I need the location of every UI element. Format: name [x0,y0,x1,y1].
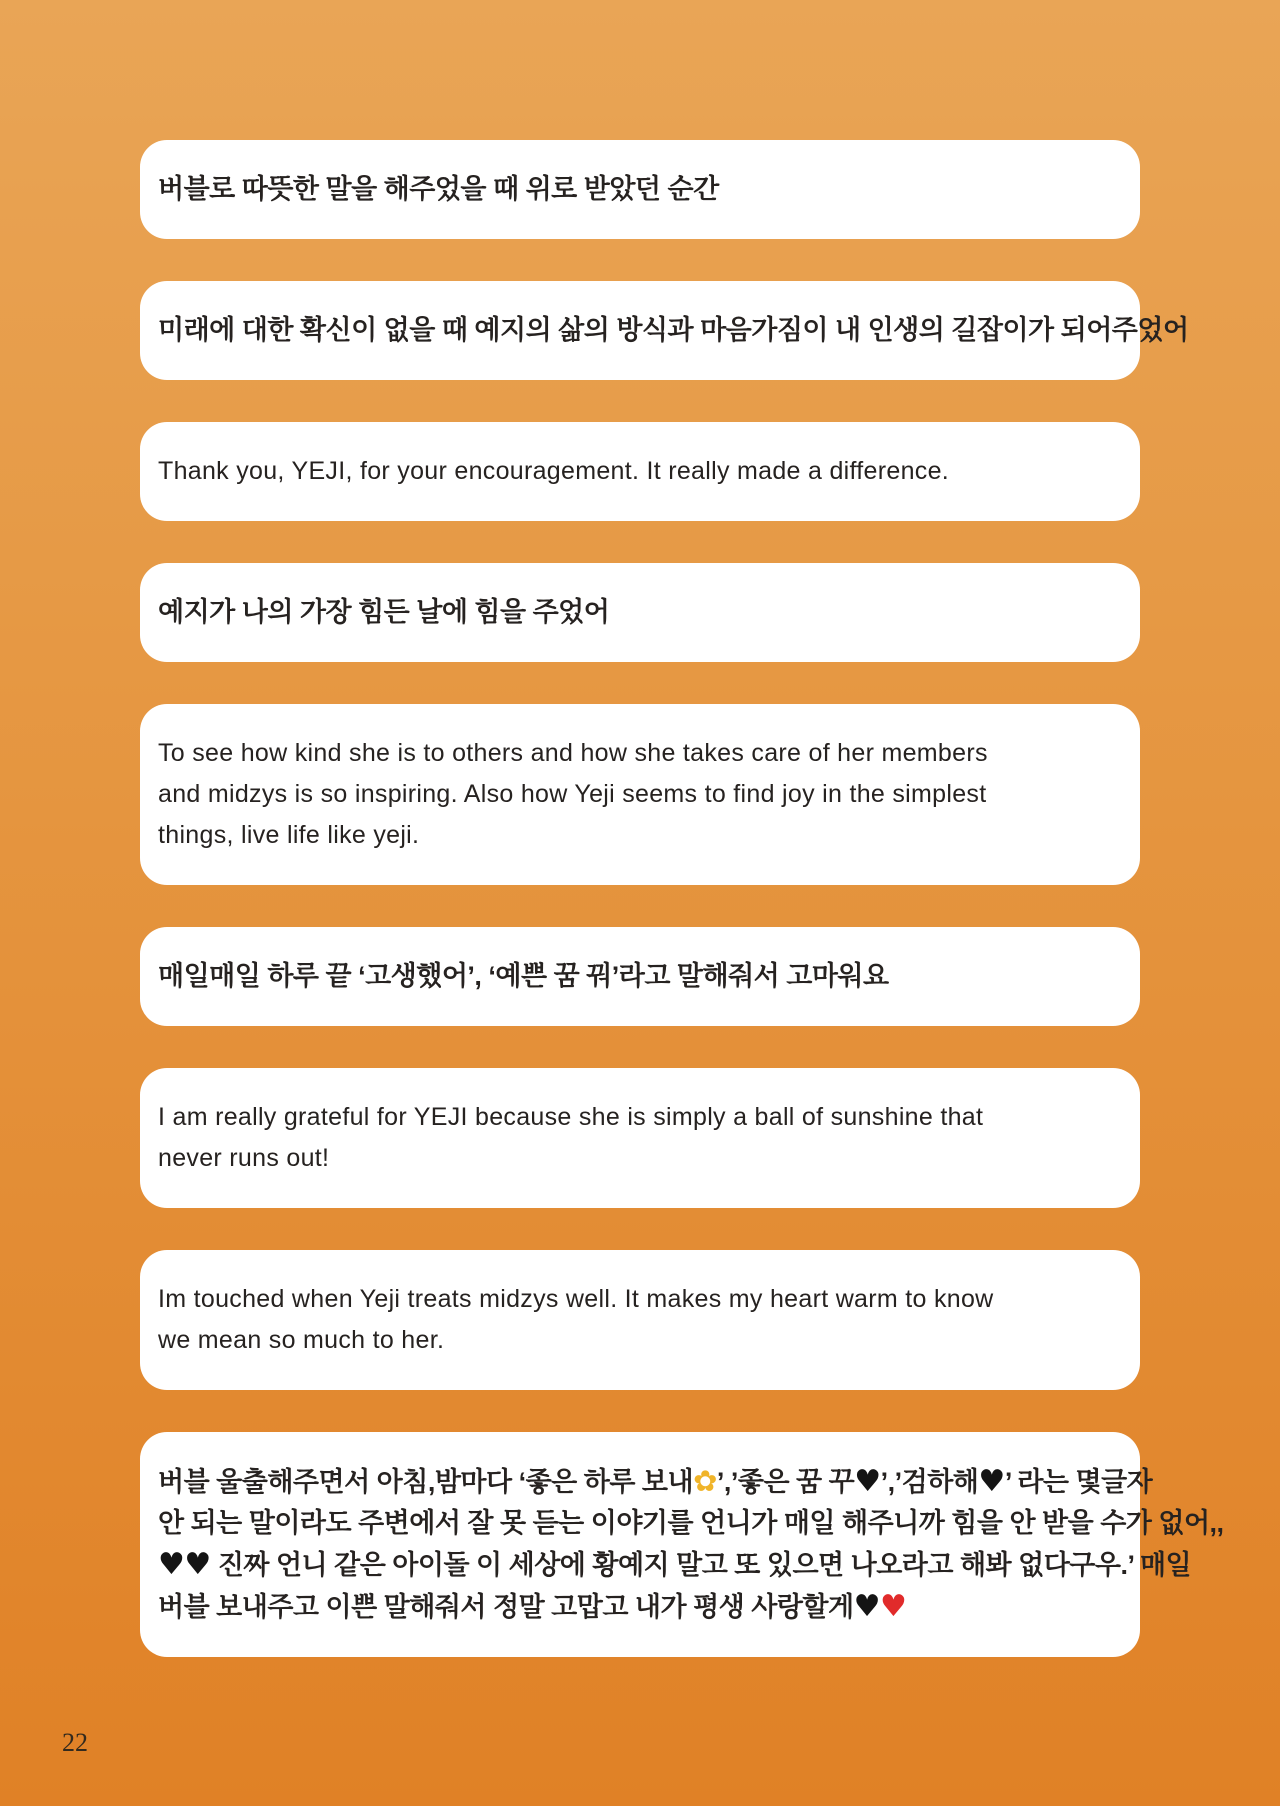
message-card-list [140,140,1224,1699]
black-heart-icon: ♥ [854,1464,881,1499]
message-line: ♥♥ 진짜 언니 같은 아이돌 이 세상에 황예지 말고 또 있으면 나오라고 해봐 없다구우.’ 매일 [158,1547,1192,1582]
message-line: Thank you, YEJI, for your encouragement. It really made a difference. [158,457,950,485]
black-heart-icon: ♥ [184,1547,211,1582]
message-line: To see how kind she is to others and how she takes care of her members [158,739,988,767]
message-line: I am really grateful for YEJI because she is simply a ball of sunshine that [158,1103,984,1131]
message-line: 예지가 나의 가장 힘든 날에 힘을 주었어 [158,597,610,627]
message-card [140,704,1140,885]
message-line: things, live life like yeji. [158,821,420,849]
message-line: 안 되는 말이라도 주변에서 잘 못 듣는 이야기를 언니가 매일 해주니까 힘을 안 받을 수가 없어,, [158,1508,1224,1538]
message-line: 미래에 대한 확신이 없을 때 예지의 삶의 방식과 마음가짐이 내 인생의 길잡이가 되어주었어 [158,315,1189,345]
black-heart-icon: ♥ [978,1464,1005,1499]
message-card [140,140,1140,239]
black-heart-icon: ♥ [853,1589,880,1624]
message-card [140,1250,1140,1390]
message-line: never runs out! [158,1144,330,1172]
message-card [140,1432,1224,1657]
message-card [140,281,1189,380]
message-line: 버블 울출해주면서 아침,밤마다 ‘좋은 하루 보내✿’,’좋은 꿈 꾸♥’,’검하해♥’ 라는 몇글자 [158,1464,1153,1499]
message-line: 버블로 따뜻한 말을 해주었을 때 위로 받았던 순간 [158,174,719,204]
flower-icon: ✿ [693,1464,717,1498]
message-card [140,422,1140,521]
message-line: 버블 보내주고 이쁜 말해줘서 정말 고맙고 내가 평생 사랑할게♥♥ [158,1589,907,1624]
message-line: 매일매일 하루 끝 ‘고생했어’, ‘예쁜 꿈 꿔’라고 말해줘서 고마워요 [158,961,889,991]
message-card [140,1068,1140,1208]
message-line: Im touched when Yeji treats midzys well. It makes my heart warm to know [158,1285,994,1313]
black-heart-icon: ♥ [158,1547,185,1582]
message-line: we mean so much to her. [158,1326,445,1354]
message-card [140,927,1140,1026]
message-card [140,563,1140,662]
red-heart-icon: ♥ [879,1589,907,1624]
message-line: and midzys is so inspiring. Also how Yeji seems to find joy in the simplest [158,780,987,808]
page-number: 22 [62,1728,88,1757]
